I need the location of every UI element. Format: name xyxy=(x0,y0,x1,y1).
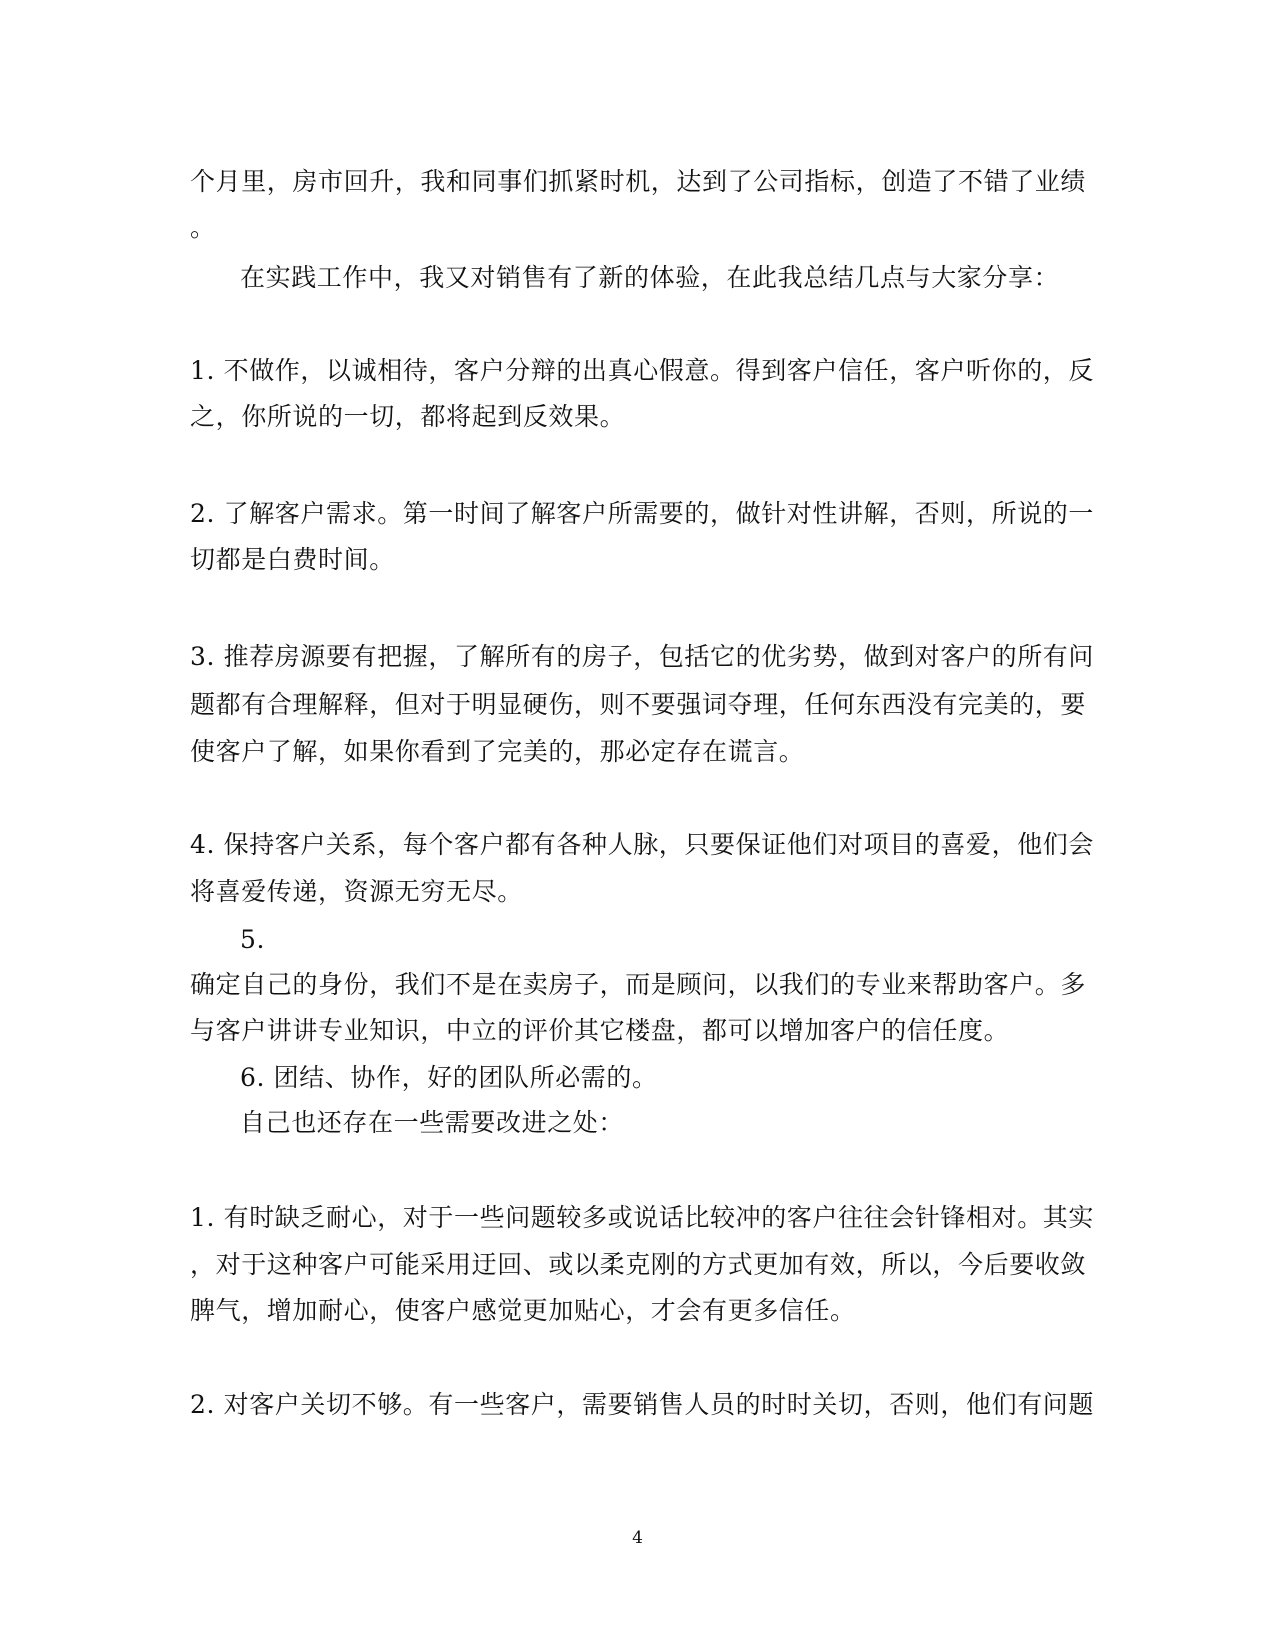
text-line: 确定自己的身份，我们不是在卖房子，而是顾问，以我们的专业来帮助客户。多 xyxy=(190,970,1087,999)
text-line: 之，你所说的一切，都将起到反效果。 xyxy=(190,402,626,431)
text-line: 与客户讲讲专业知识，中立的评价其它楼盘，都可以增加客户的信任度。 xyxy=(190,1016,1010,1045)
text-line: 使客户了解，如果你看到了完美的，那必定存在谎言。 xyxy=(190,737,805,766)
text-line: 3. 推荐房源要有把握，了解所有的房子，包括它的优劣势，做到对客户的所有问 xyxy=(190,642,1095,671)
text-line: 自己也还存在一些需要改进之处： xyxy=(240,1108,625,1137)
page-number: 4 xyxy=(632,1528,643,1548)
text-line: 2. 对客户关切不够。有一些客户，需要销售人员的时时关切，否则，他们有问题 xyxy=(190,1390,1095,1419)
text-line: 题都有合理解释，但对于明显硬伤，则不要强词夺理，任何东西没有完美的，要 xyxy=(190,690,1087,719)
text-line: 4. 保持客户关系，每个客户都有各种人脉，只要保证他们对项目的喜爱，他们会 xyxy=(190,830,1095,859)
text-line: 切都是白费时间。 xyxy=(190,545,395,574)
text-line: 。 xyxy=(190,213,216,242)
text-line: 2. 了解客户需求。第一时间了解客户所需要的，做针对性讲解，否则，所说的一 xyxy=(190,499,1095,528)
text-line: 5. xyxy=(240,925,266,954)
text-line: 脾气，增加耐心，使客户感觉更加贴心，才会有更多信任。 xyxy=(190,1296,856,1325)
text-line: 个月里，房市回升，我和同事们抓紧时机，达到了公司指标，创造了不错了业绩 xyxy=(190,167,1087,196)
text-line: 6. 团结、协作，好的团队所必需的。 xyxy=(240,1063,658,1092)
text-line: ，对于这种客户可能采用迂回、或以柔克刚的方式更加有效，所以，今后要收敛 xyxy=(190,1250,1087,1279)
text-line: 1. 不做作，以诚相待，客户分辩的出真心假意。得到客户信任，客户听你的，反 xyxy=(190,356,1095,385)
text-line: 在实践工作中，我又对销售有了新的体验，在此我总结几点与大家分享： xyxy=(240,263,1060,292)
text-line: 1. 有时缺乏耐心，对于一些问题较多或说话比较冲的客户往往会针锋相对。其实 xyxy=(190,1203,1095,1232)
text-line: 将喜爱传递，资源无穷无尽。 xyxy=(190,877,523,906)
